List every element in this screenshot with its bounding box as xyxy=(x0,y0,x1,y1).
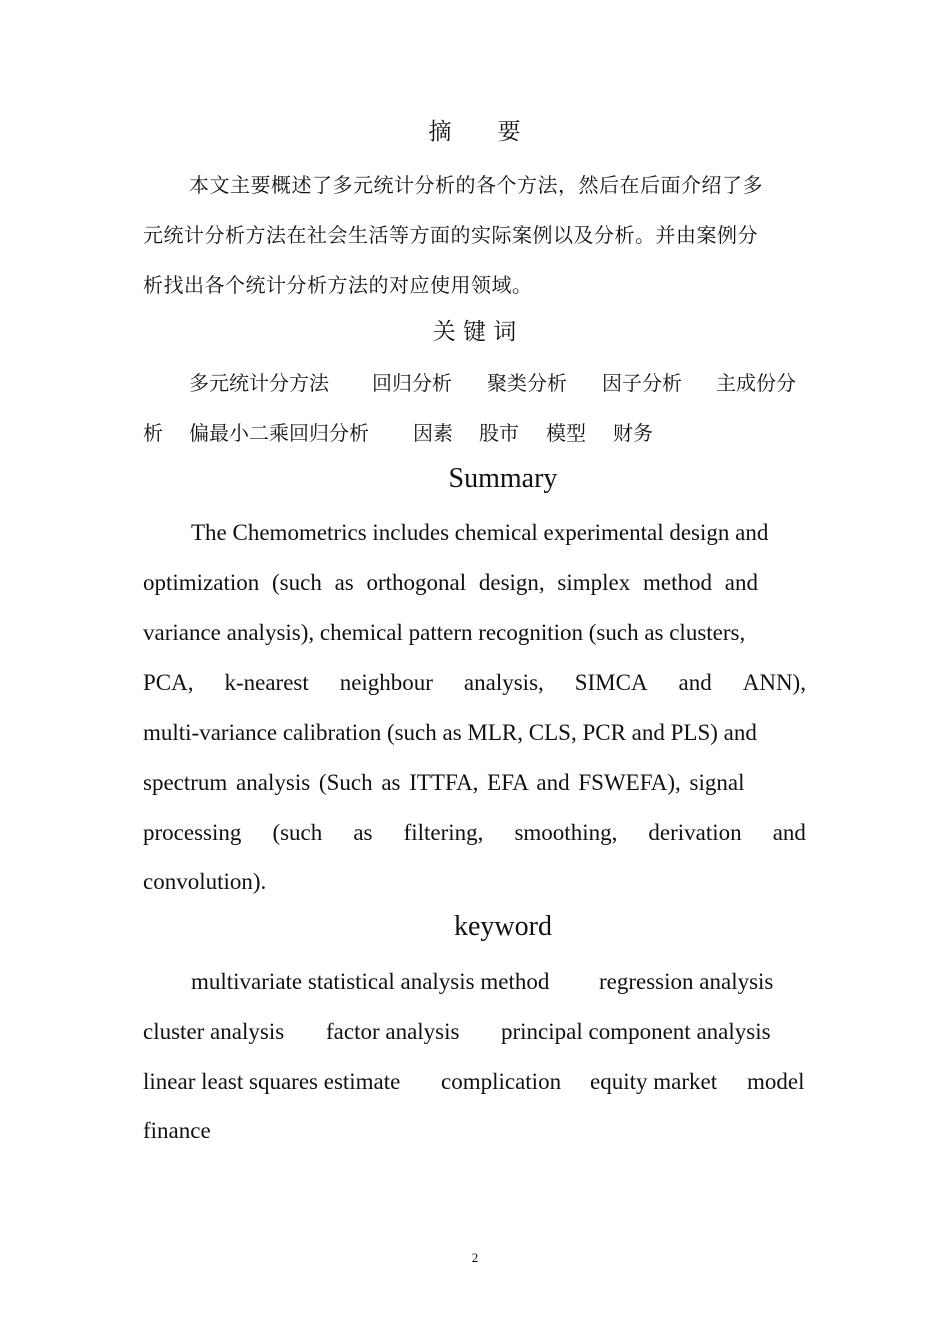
summary-word: neighbour xyxy=(339,670,433,695)
summary-word: derivation xyxy=(648,820,742,845)
keyword-cn: 主成份分 xyxy=(716,371,796,395)
summary-word: and xyxy=(772,820,806,845)
summary-line-4 xyxy=(143,658,806,708)
summary-word: PCA, xyxy=(143,670,194,695)
summary-word: ANN), xyxy=(742,670,806,695)
keyword-cn: 析 xyxy=(143,421,163,445)
abstract-cn-title: 摘 要 xyxy=(428,119,521,145)
summary-word: SIMCA xyxy=(574,670,648,695)
summary-word: filtering, xyxy=(403,820,484,845)
summary-word: k-nearest xyxy=(224,670,309,695)
abstract-cn-line-2: 元统计分析方法在社会生活等方面的实际案例以及分析。并由案例分 xyxy=(143,223,758,247)
keyword-en: principal component analysis xyxy=(501,1019,771,1044)
summary-word: processing xyxy=(143,820,242,845)
summary-line-2: optimization (such as orthogonal design, simplex method and xyxy=(143,570,758,595)
summary-line-5: multi-variance calibration (such as MLR, CLS, PCR and PLS) and xyxy=(143,720,757,745)
abstract-cn-line-1: 本文主要概述了多元统计分析的各个方法，然后在后面介绍了多 xyxy=(189,173,763,197)
summary-line-3: variance analysis), chemical pattern recognition (such as clusters, xyxy=(143,620,746,645)
keyword-cn: 聚类分析 xyxy=(487,371,567,395)
summary-line-1: The Chemometrics includes chemical experimental design and xyxy=(191,520,769,545)
keyword-cn: 股市 xyxy=(479,421,519,445)
keyword-en: equity market xyxy=(590,1069,718,1094)
summary-word: (such xyxy=(272,820,323,845)
summary-line-8: convolution). xyxy=(143,869,267,894)
abstract-cn-line-3: 析找出各个统计分析方法的对应使用领域。 xyxy=(143,273,533,297)
summary-word: smoothing, xyxy=(514,820,618,845)
keywords-cn-title: 关 键 词 xyxy=(432,319,517,345)
keyword-en: finance xyxy=(143,1118,211,1143)
summary-word: as xyxy=(353,820,373,845)
keywords-en-title: keyword xyxy=(454,911,552,942)
keyword-en: cluster analysis xyxy=(143,1019,285,1044)
summary-line-6: spectrum analysis (Such as ITTFA, EFA and FSWEFA), signal xyxy=(143,770,745,795)
summary-line-7 xyxy=(143,808,806,858)
keyword-en: regression analysis xyxy=(599,969,774,994)
keyword-cn: 因素 xyxy=(413,421,453,445)
keyword-cn: 回归分析 xyxy=(372,371,452,395)
keyword-en: complication xyxy=(441,1069,562,1094)
keyword-cn: 模型 xyxy=(546,421,586,445)
keyword-en: linear least squares estimate xyxy=(143,1069,401,1094)
keyword-cn: 财务 xyxy=(613,421,653,445)
page-number: 2 xyxy=(471,1250,479,1265)
keyword-cn: 多元统计分方法 xyxy=(189,371,329,395)
summary-word: analysis, xyxy=(463,670,544,695)
summary-en-title: Summary xyxy=(448,463,558,494)
keyword-en: model xyxy=(747,1069,805,1094)
keyword-cn: 偏最小二乘回归分析 xyxy=(189,421,369,445)
keyword-en: multivariate statistical analysis method xyxy=(191,969,550,994)
keyword-en: factor analysis xyxy=(326,1019,460,1044)
summary-word: and xyxy=(678,670,712,695)
keyword-cn: 因子分析 xyxy=(602,371,682,395)
